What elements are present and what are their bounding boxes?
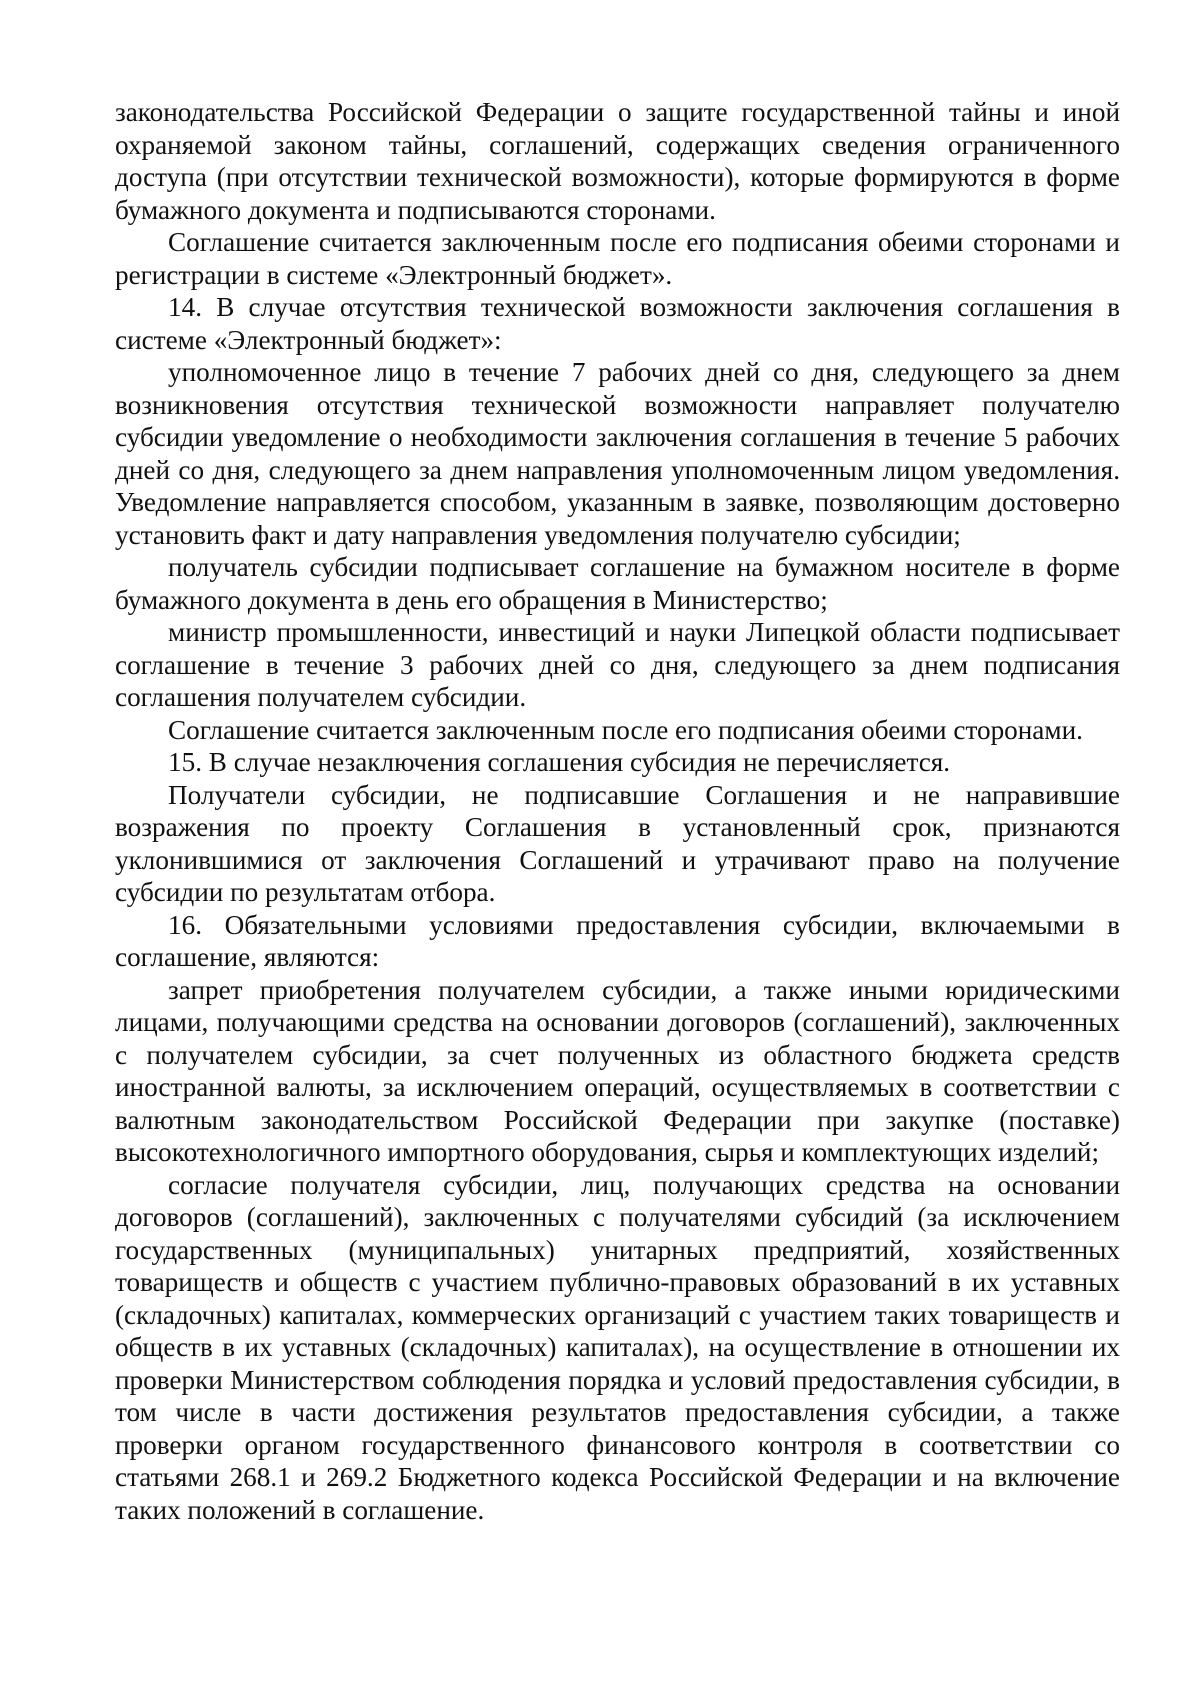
document-page — [115, 96, 1120, 1526]
paragraph-2: Соглашение считается заключенным после его подписания обеими сторонами и регистрации в системе «Электронный бюджет». — [115, 227, 1120, 290]
paragraph-4: уполномоченное лицо в течение 7 рабочих дней со дня, следующего за днем возникновения отсутствия технической возможности направляет получателю субсидии уведомление о необходимости заключения соглашения в течение 5 рабочих дней со дня, следующего за днем направления уполномоченным лицом уведомления. Уведомление направляется способом, указанным в заявке, позволяющим достоверно установить факт и дату направления уведомления получателю субсидии; — [115, 357, 1120, 550]
paragraph-8: 15. В случае незаключения соглашения субсидия не перечисляется. — [168, 747, 951, 777]
paragraph-12: согласие получателя субсидии, лиц, получающих средства на основании договоров (соглашений), заключенных с получателями субсидий (за исключением государственных (муниципальных) унитарных предприятий, хозяйственных товариществ и обществ с участием публично-правовых образований в их уставных (складочных) капиталах, коммерческих организаций с участием таких товариществ и обществ в их уставных (складочных) капиталах), на осуществление в отношении их проверки Министерством соблюдения порядка и условий предоставления субсидии, в том числе в части достижения результатов предоставления субсидии, а также проверки органом государственного финансового контроля в соответствии со статьями 268.1 и 269.2 Бюджетного кодекса Российской Федерации и на включение таких положений в соглашение. — [115, 1169, 1120, 1525]
paragraph-5: получатель субсидии подписывает соглашение на бумажном носителе в форме бумажного документа в день его обращения в Министерство; — [115, 552, 1120, 615]
paragraph-6: министр промышленности, инвестиций и науки Липецкой области подписывает соглашение в течение 3 рабочих дней со дня, следующего за днем подписания соглашения получателем субсидии. — [115, 617, 1120, 712]
paragraph-9: Получатели субсидии, не подписавшие Соглашения и не направившие возражения по проекту Соглашения в установленный срок, признаются уклонившимися от заключения Соглашений и утрачивают право на получение субсидии по результатам отбора. — [115, 779, 1120, 907]
paragraph-11: запрет приобретения получателем субсидии, а также иными юридическими лицами, получающими средства на основании договоров (соглашений), заключенных с получателем субсидии, за счет полученных из областного бюджета средств иностранной валюты, за исключением операций, осуществляемых в соответствии с валютным законодательством Российской Федерации при закупке (поставке) высокотехнологичного импортного оборудования, сырья и комплектующих изделий; — [115, 974, 1120, 1167]
paragraph-1: законодательства Российской Федерации о защите государственной тайны и иной охраняемой законом тайны, соглашений, содержащих сведения ограниченного доступа (при отсутствии технической возможности), которые формируются в форме бумажного документа и подписываются сторонами. — [115, 97, 1120, 225]
paragraph-7: Соглашение считается заключенным после его подписания обеими сторонами. — [168, 714, 1083, 745]
paragraph-3: 14. В случае отсутствия технической возможности заключения соглашения в системе «Электронный бюджет»: — [115, 292, 1120, 355]
paragraph-10: 16. Обязательными условиями предоставления субсидии, включаемыми в соглашение, являются: — [115, 909, 1120, 972]
